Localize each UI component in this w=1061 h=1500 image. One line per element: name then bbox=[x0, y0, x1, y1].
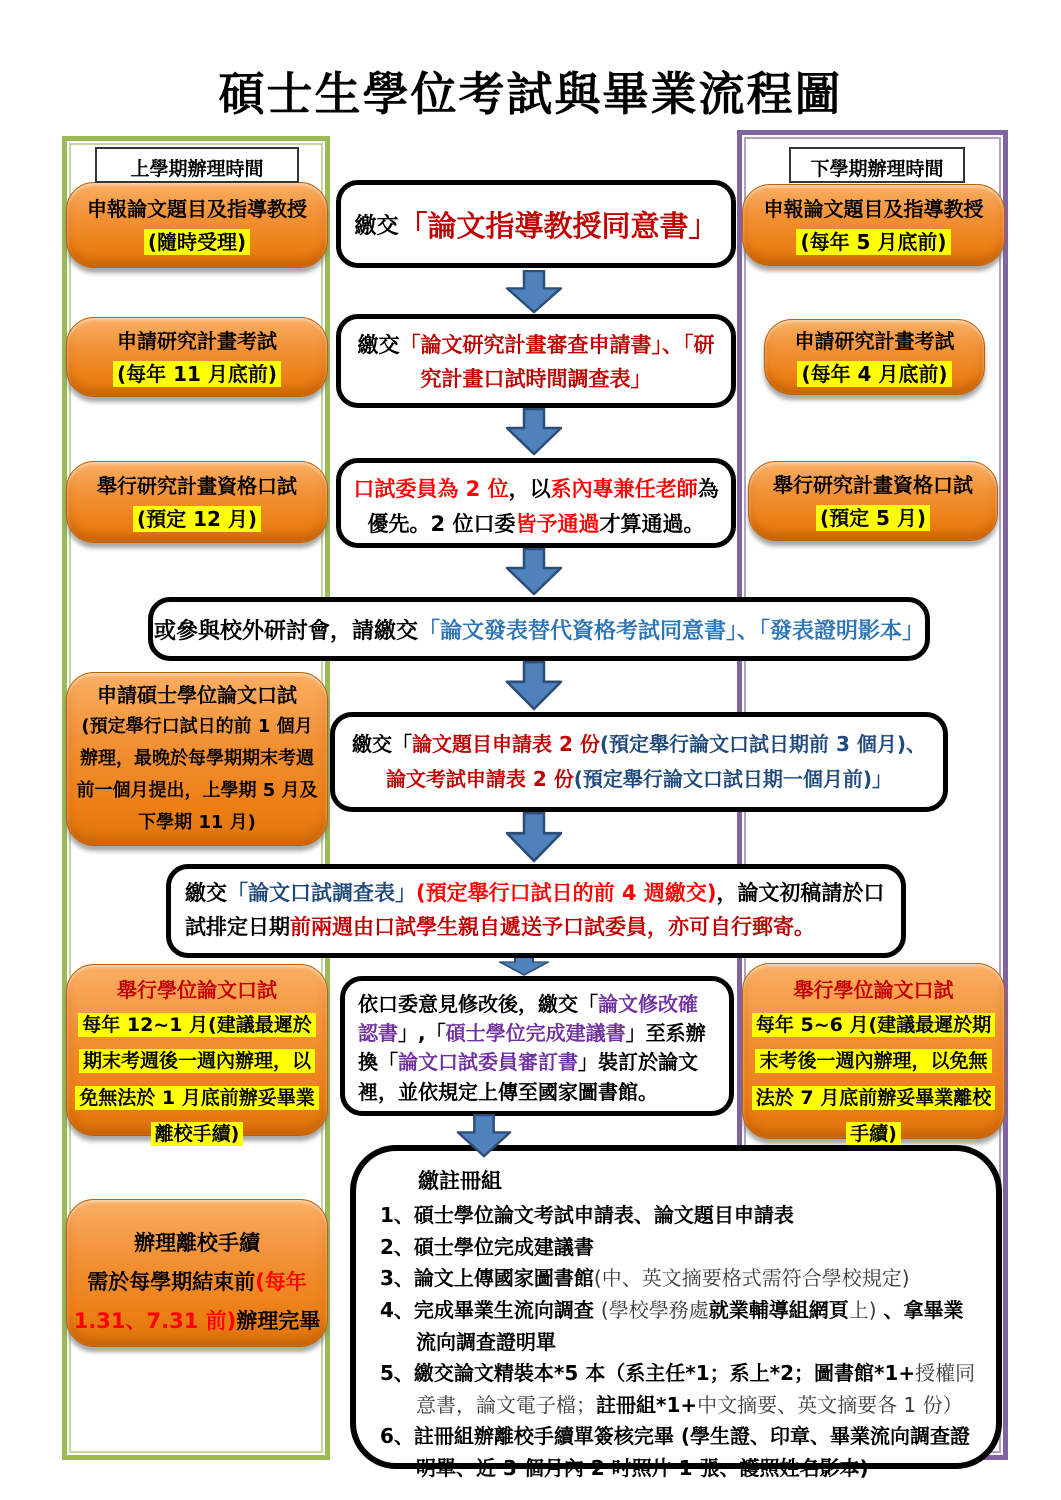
flow-step-revision-upload: 依口委意見修改後，繳交「論文修改確認書」,「碩士學位完成建議書」至系辦換「論文口試委員審訂書」裝訂於論文裡，並依規定上傳至國家圖書館。 bbox=[340, 976, 734, 1116]
registrar-item-1: 1、碩士學位論文考試申請表、論文題目申請表 bbox=[380, 1203, 794, 1228]
down-arrow-icon bbox=[505, 661, 563, 711]
highlight: (每年 4 月底前) bbox=[797, 361, 951, 387]
highlight: (每年 11 月底前) bbox=[113, 361, 281, 387]
flow-step-proposal-forms: 繳交「論文研究計畫審查申請書」、「研究計畫口試時間調查表」 bbox=[336, 314, 736, 408]
registrar-item-5: 5、繳交論文精裝本*5 本（系主任*1；系上*2；圖書館*1+授權同意書，論文電子檔；註冊組*1+中文摘要、英文摘要各 1 份） bbox=[380, 1361, 976, 1417]
highlight: (隨時受理) bbox=[144, 229, 250, 255]
right-box-report-topic: 申報論文題目及指導教授 (每年 5 月底前) bbox=[742, 184, 1005, 266]
flow-step-registrar-checklist bbox=[350, 1145, 1002, 1480]
down-arrow-icon bbox=[505, 548, 563, 596]
down-arrow-icon bbox=[505, 270, 563, 314]
left-box-apply-thesis-oral: 申請碩士學位論文口試 (預定舉行口試日的前 1 個月辦理，最晚於每學期期末考週前一個月提出，上學期 5 月及下學期 11 月) bbox=[66, 672, 328, 846]
down-arrow-icon bbox=[505, 408, 563, 456]
highlight: (每年 5 月底前) bbox=[796, 229, 950, 255]
registrar-item-3: 3、論文上傳國家圖書館(中、英文摘要格式需符合學校規定) bbox=[380, 1266, 910, 1291]
left-box-leave-procedure: 辦理離校手續 需於每學期結束前(每年 1.31、7.31 前)辦理完畢 bbox=[66, 1199, 328, 1347]
right-box-proposal-oral: 舉行研究計畫資格口試 (預定 5 月) bbox=[748, 461, 998, 541]
highlight: (預定 5 月) bbox=[816, 505, 930, 531]
flow-step-thesis-application-forms: 繳交「論文題目申請表 2 份(預定舉行論文口試日期前 3 個月)、論文考試申請表 2 份(預定舉行論文口試日期一個月前)」 bbox=[330, 712, 948, 812]
flow-step-advisor-consent: 繳交 「論文指導教授同意書」 bbox=[336, 180, 736, 268]
registrar-item-6: 6、註冊組辦離校手續單簽核完畢 (學生證、印章、畢業流向調查證明單、近 3 個月內 2 吋照片 1 張、護照姓名影本) bbox=[380, 1424, 971, 1480]
left-box-report-topic: 申報論文題目及指導教授 (隨時受理) bbox=[66, 182, 328, 268]
flow-step-committee-rule: 口試委員為 2 位，以系內專兼任老師為優先。2 位口委皆予通過才算通過。 bbox=[336, 458, 736, 548]
left-box-proposal-oral: 舉行研究計畫資格口試 (預定 12 月) bbox=[66, 461, 328, 543]
left-column-header: 上學期辦理時間 bbox=[95, 147, 299, 183]
highlight: (預定 12 月) bbox=[133, 506, 261, 532]
right-box-apply-proposal-exam: 申請研究計畫考試 (每年 4 月底前) bbox=[764, 319, 985, 395]
left-box-apply-proposal-exam: 申請研究計畫考試 (每年 11 月底前) bbox=[66, 317, 328, 397]
flow-step-conference-alternative: 或參與校外研討會，請繳交 「論文發表替代資格考試同意書」、「發表證明影本」 bbox=[148, 597, 930, 661]
registrar-item-2: 2、碩士學位完成建議書 bbox=[380, 1234, 594, 1259]
right-column-header: 下學期辦理時間 bbox=[789, 147, 965, 183]
registrar-heading: 繳註冊組 bbox=[418, 1169, 502, 1193]
left-box-hold-thesis-oral: 舉行學位論文口試 每年 12~1 月(建議最遲於期末考週後一週內辦理，以免無法於 1 月底前辦妥畢業離校手續) bbox=[66, 964, 328, 1136]
flow-step-oral-survey: 繳交「論文口試調查表」(預定舉行口試日的前 4 週繳交)，論文初稿請於口試排定日期前兩週由口試學生親自遞送予口試委員，亦可自行郵寄。 bbox=[166, 864, 906, 958]
highlight: 每年 5~6 月(建議最遲於期末考後一週內辦理，以免無法於 7 月底前辦妥畢業離校手續) bbox=[752, 1013, 995, 1146]
down-arrow-icon bbox=[456, 1114, 512, 1158]
highlight: 每年 12~1 月(建議最遲於期末考週後一週內辦理，以免無法於 1 月底前辦妥畢業離校手續) bbox=[75, 1013, 318, 1146]
page-title: 碩士生學位考試與畢業流程圖 bbox=[218, 67, 843, 121]
down-arrow-icon bbox=[505, 812, 563, 863]
registrar-item-4: 4、完成畢業生流向調查 (學校學務處就業輔導組網頁上) 、拿畢業流向調查證明單 bbox=[380, 1297, 964, 1354]
right-box-hold-thesis-oral: 舉行學位論文口試 每年 5~6 月(建議最遲於期末考後一週內辦理，以免無法於 7 月底前辦妥畢業離校手續) bbox=[742, 963, 1005, 1139]
